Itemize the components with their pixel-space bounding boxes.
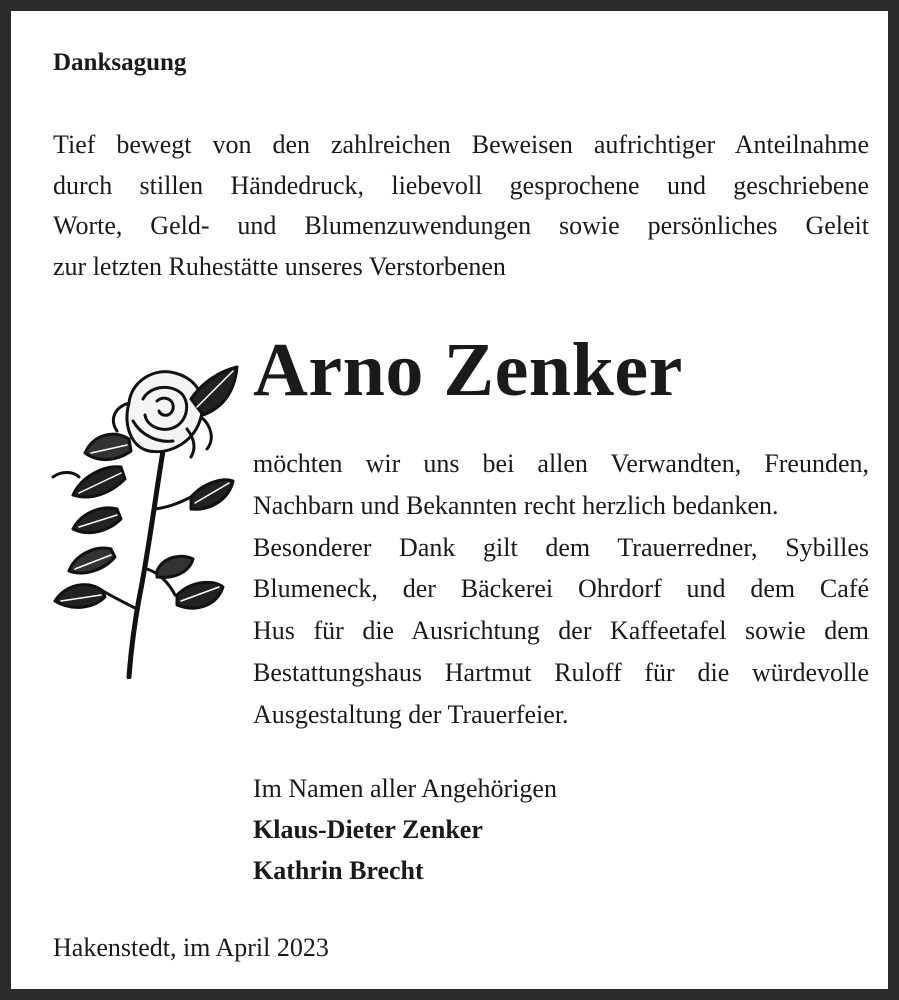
intro-text: [53, 125, 869, 287]
signature-name: Kathrin Brecht: [253, 856, 424, 885]
thanks-line: möchten wir uns bei allen Verwandten, Freunden,: [253, 449, 869, 478]
place-date: Hakenstedt, im April 2023: [53, 933, 329, 962]
thanks-line: Ausgestaltung der Trauerfeier.: [253, 699, 569, 729]
thanks-line: Hus für die Ausrichtung der Kaffeetafel sowie dem: [253, 616, 869, 646]
intro-line: durch stillen Händedruck, liebevoll gesprochene und geschriebene: [53, 170, 869, 200]
intro-line: Tief bewegt von den zahlreichen Beweisen aufrichtiger Anteilnahme: [53, 130, 869, 159]
thanks-line: Besonderer Dank gilt dem Trauerredner, Sybilles: [253, 532, 869, 562]
heading: Danksagung: [53, 49, 187, 76]
thanks-line: Bestattungshaus Hartmut Ruloff für die würdevolle: [253, 657, 869, 687]
signature-intro: Im Namen aller Angehörigen: [253, 774, 557, 803]
signature-name: Klaus-Dieter Zenker: [253, 815, 483, 844]
rose-icon: [51, 359, 241, 679]
intro-line: Worte, Geld- und Blumenzuwendungen sowie persönliches Geleit: [53, 211, 869, 240]
thanks-line: Blumeneck, der Bäckerei Ohrdorf und dem Café: [253, 574, 869, 604]
thanks-line: Nachbarn und Bekannten recht herzlich bedanken.: [253, 490, 779, 520]
signature-block: [253, 768, 557, 891]
deceased-name: Arno Zenker: [253, 328, 683, 412]
intro-line: zur letzten Ruhestätte unseres Verstorbenen: [53, 251, 506, 281]
thanks-text: [253, 443, 869, 736]
